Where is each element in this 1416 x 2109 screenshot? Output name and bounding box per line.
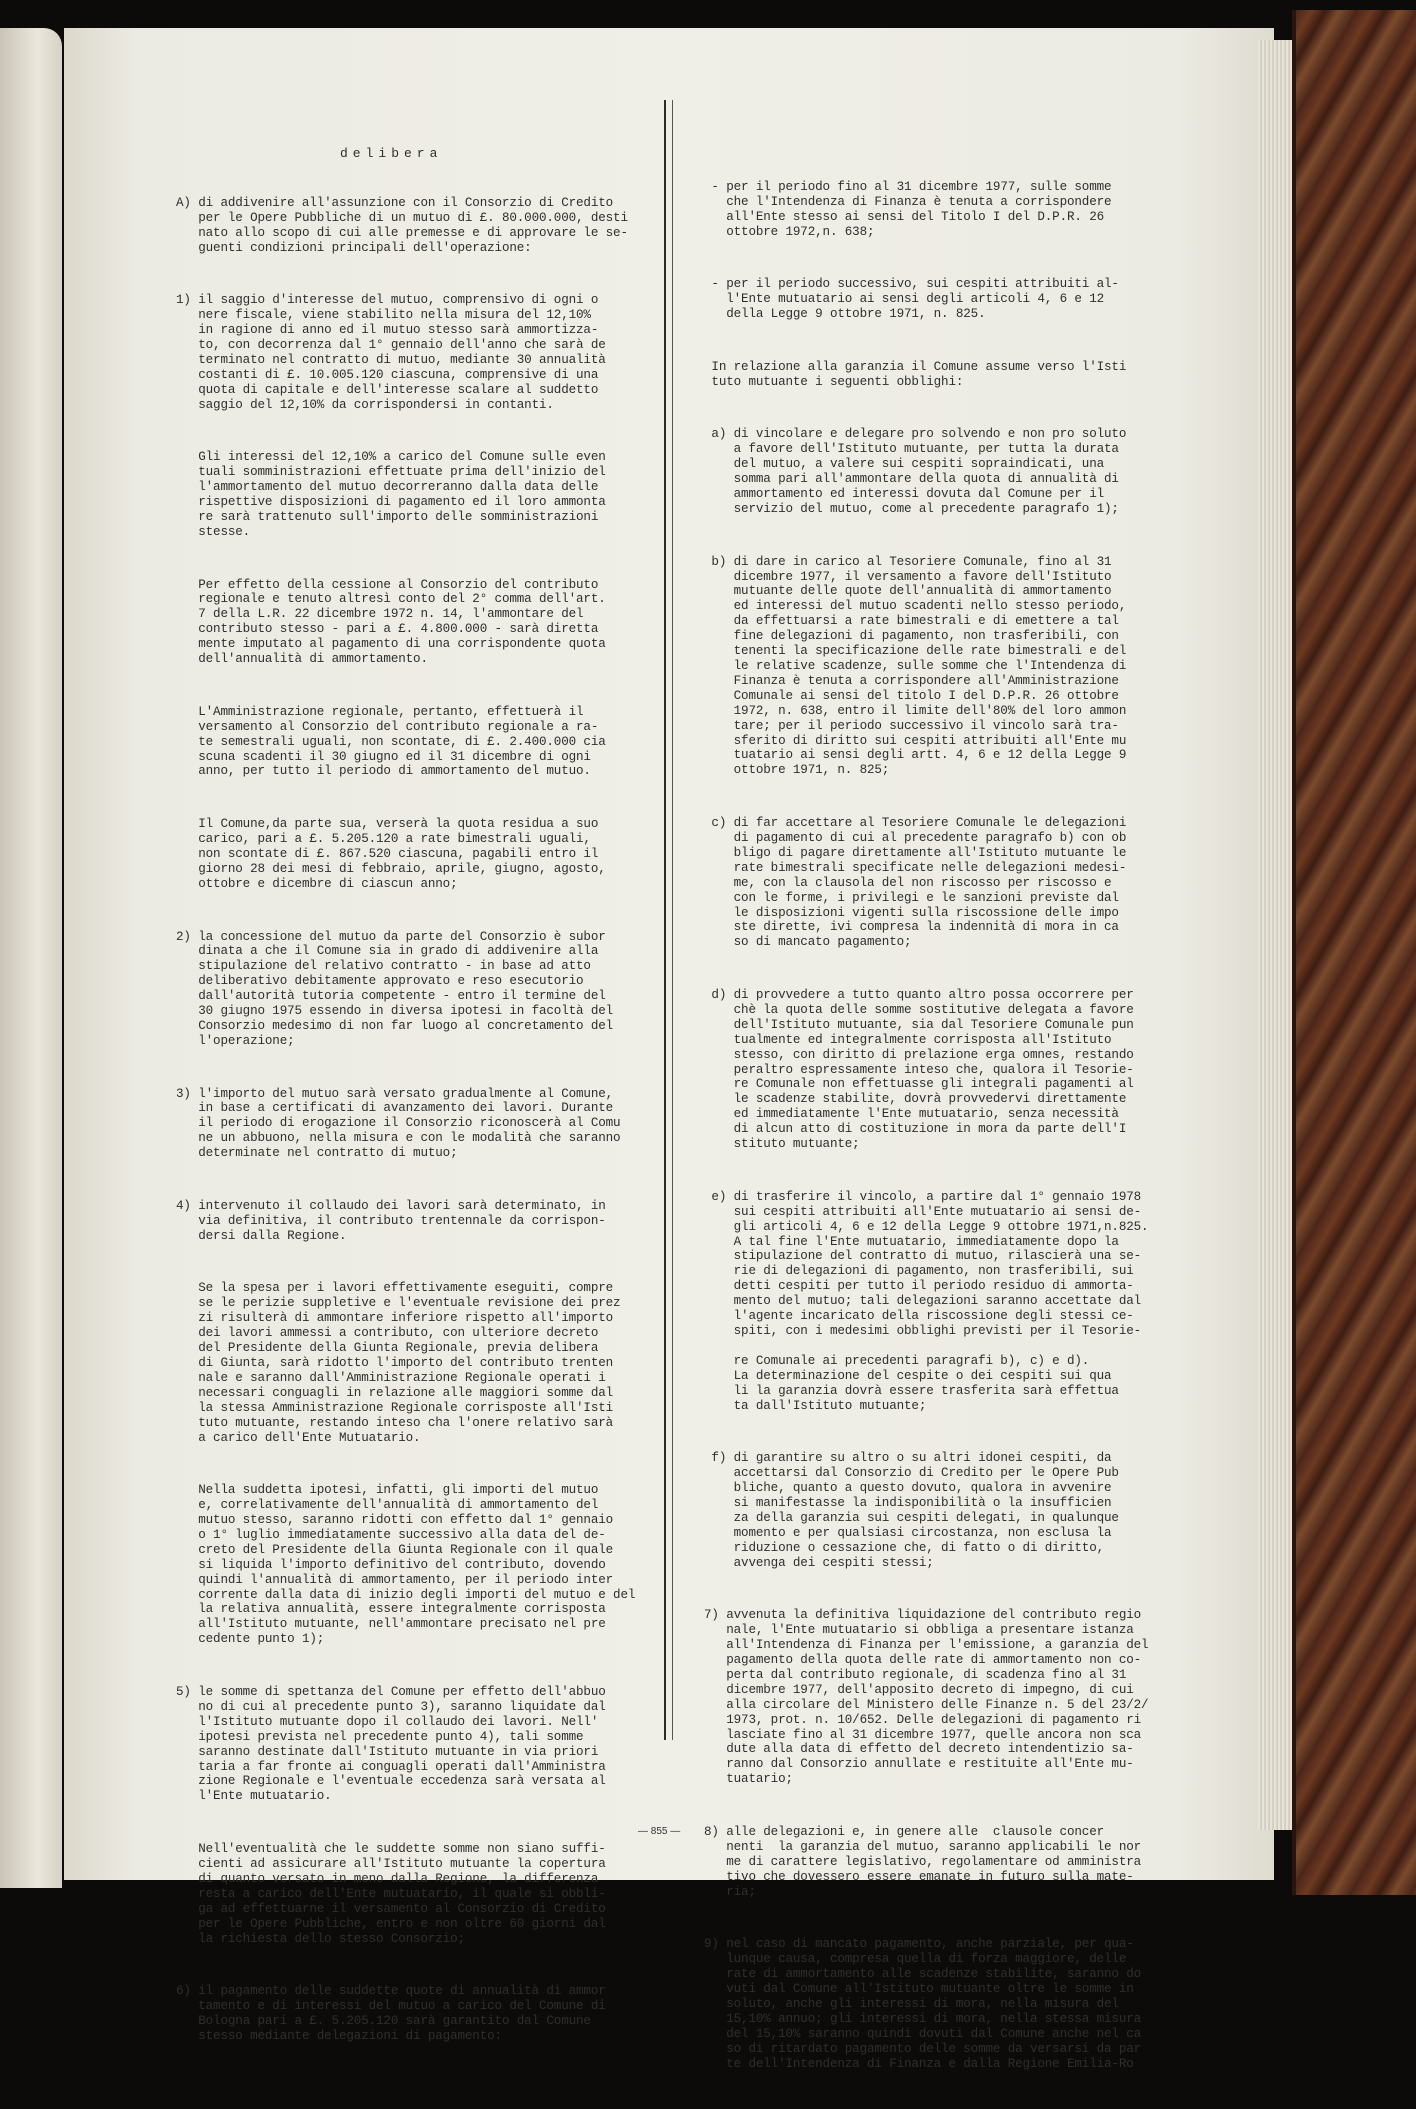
paragraph-3: 3) l'importo del mutuo sarà versato gradualmente al Comune, in base a certificati di avanzamento dei lavori. Durante il periodo di erogazione il Consorzio riconoscerà al Comu ne un abbuono, nella misura e con le modalità che saranno determinate nel contratto di mutuo; [176,1086,621,1161]
paragraph-7: 7) avvenuta la definitiva liquidazione del contributo regio nale, l'Ente mutuatario si obbliga a presentare istanza all'Intendenza di Finanza per l'emissione, a garanzia del pagamento della quota delle rate di ammortamento non co- perta dal contributo regionale, di scadenza fino al 31 dicembre 1977, dell'apposito decreto di impegno, di cui alla circolare del Ministero delle Finanze n. 5 del 23/2/ 1973, prot. n. 10/652. Delle delegazioni di pagamento ri lasciate fino al 31 dicembre 1977, quelle ancora non sca dute alla data di effetto del decreto intendentizio sa- ranno dal Consorzio annullate e restituite all'Ente mu- tuatario; [704,1608,1149,1787]
page-stack-edges [1258,40,1294,1830]
column-divider-line [664,100,666,1740]
previous-page-edge [0,28,62,1888]
paragraph-a: A) di addivenire all'assunzione con il Consorzio di Credito per le Opere Pubbliche di un mutuo di £. 80.000.000, desti nato allo scopo di cui alle premesse e di approvare le se- guenti condizioni principali dell'operazione: [176,195,628,255]
paragraph-4: 4) intervenuto il collaudo dei lavori sarà determinato, in via definitiva, il contributo trentennale da corrispon- dersi dalla Regione. [176,1198,606,1243]
paragraph-c-accettare: c) di far accettare al Tesoriere Comunale le delegazioni di pagamento di cui al precedente paragrafo b) con ob bligo di pagare direttamente all'Istituto mutuante le rate bimestrali specificate nelle delegazioni medesi- me, con la clausola del non riscosso per riscosso e con le forme, i privilegi e le sanzioni previste dal le disposizioni vigenti sulla riscossione delle impo ste dirette, ivi compresa la indennità di mora in ca so di mancato pagamento; [711,816,1127,950]
paragraph-5-eventualita: Nell'eventualità che le suddette somme non siano suffi- cienti ad assicurare all'Istituto mutuante la copertura di quanto versato in meno dalla Regione, la differenza resta a carico dell'Ente mutuatario, il quale si obbli- ga ad effettuarne il versamento al Consorzio di Credito per le Opere Pubbliche, entro e non oltre 60 giorni dal la richiesta dello stesso Consorzio; [198,1842,606,1946]
paragraph-a-vincolare: a) di vincolare e delegare pro solvendo e non pro soluto a favore dell'Istituto mutuante, per tutta la durata del mutuo, a valere sui cespiti sopraindicati, una somma pari all'ammontare della quota di annualità di ammortamento ed interessi dovuta dal Comune per il servizio del mutuo, come al precedente paragrafo 1); [711,427,1127,516]
paragraph-1-regione: L'Amministrazione regionale, pertanto, effettuerà il versamento al Consorzio del contributo regionale a ra- te semestrali uguali, non scontate, di £. 2.400.000 cia scuna scadenti il 30 giugno ed il 31 dicembre di ogni anno, per tutto il periodo di ammortamento del mutuo. [198,704,606,779]
paragraph-f-garantire: f) di garantire su altro o su altri idonei cespiti, da accettarsi dal Consorzio di Credito per le Opere Pub bliche, quanto a questo dovuto, qualora in avvenire si manifestasse la indisponibilità o la insufficien za della garanzia sui cespiti delegati, in qualunque momento e per qualsiasi circostanza, non esclusa la riduzione o cessazione che, di fatto o di diritto, avvenga dei cespiti stessi; [711,1451,1119,1570]
paragraph-2: 2) la concessione del mutuo da parte del Consorzio è subor dinata a che il Comune sia in grado di addivenire alla stipulazione del relativo contratto - in base ad atto deliberativo debitamente approvato e reso esecutorio dall'autorità tutoria competente - entro il termine del 30 giugno 1975 essendo in diversa ipotesi in facoltà del Consorzio medesimo di non far luogo al concretamento del l'operazione; [176,929,614,1048]
paragraph-obblighi: In relazione alla garanzia il Comune assume verso l'Isti tuto mutuante i seguenti obblighi: [711,359,1127,389]
paragraph-b-tesoriere: b) di dare in carico al Tesoriere Comunale, fino al 31 dicembre 1977, il versamento a favore dell'Istituto mutuante delle quote dell'annualità di ammortamento ed interessi del mutuo scadenti nello stesso periodo, da effettuarsi a rate bimestrali e di emettere a tal fine delegazioni di pagamento, non trasferibili, con tenenti la specificazione delle rate bimestrali e del le relative scadenze, sulle somme che l'Intendenza di Finanza è tenuta a corrispondere all'Amministrazione Comunale ai sensi del titolo I del D.P.R. 26 ottobre 1972, n. 638, entro il limite dell'80% del loro ammon tare; per il periodo successivo il vincolo sarà tra- sferito di diritto sui cespiti attribuiti all'Ente mu tuatario ai sensi degli artt. 4, 6 e 12 della Legge 9 ottobre 1971, n. 825; [711,554,1127,778]
paragraph-5: 5) le somme di spettanza del Comune per effetto dell'abbuo no di cui al precedente punto 3), saranno liquidate dal l'Istituto mutuante dopo il collaudo dei lavori. Nell' ipotesi prevista nel precedente punto 4), tali somme saranno destinate dall'Istituto mutuante in via priori taria a far fronte ai conguagli operati dall'Amministra zione Regionale e l'eventuale eccedenza sarà versata al l'Ente mutuatario. [176,1685,606,1804]
paragraph-4-spesa: Se la spesa per i lavori effettivamente eseguiti, compre se le perizie suppletive e l'eventuale revisione dei prez zi risulterà di ammontare inferiore rispetto all'importo dei lavori ammessi a contributo, con ulteriore decreto del Presidente della Giunta Regionale, previa delibera di Giunta, sarà ridotto l'importo del contributo trenten nale e saranno dall'Amministrazione Regionale operati i necessari conguagli in relazione alle maggiori somme dal la stessa Amministrazione Regionale corrisposte all'Isti tuto mutuante, restando inteso cha l'onere relativo sarà a carico dell'Ente Mutuatario. [198,1281,621,1445]
paragraph-4-ipotesi: Nella suddetta ipotesi, infatti, gli importi del mutuo e, correlativamente dell'annualità di ammortamento del mutuo stesso, saranno ridotti con effetto dal 1° gennaio o 1° luglio immediatamente successivo alla data del de- creto del Presidente della Giunta Regionale con il quale si liquida l'importo definitivo del contributo, dovendo quindi l'annualità di ammortamento, per il periodo inter corrente dalla data di inizio degli importi del mutuo e del la relativa annualità, essere integralmente corrisposta all'Istituto mutuante, nell'ammontare precisato nel pre cedente punto 1); [198,1483,636,1647]
paragraph-1-interessi: Gli interessi del 12,10% a carico del Comune sulle even tuali somministrazioni effettuate prima dell'inizio del l'ammortamento del mutuo decorreranno dalla data delle rispettive disposizioni di pagamento ed il loro ammonta re sarà trattenuto sull'importo delle somministrazioni stesse. [198,450,606,539]
column-divider-line-secondary [672,100,673,1740]
paragraph-periodo-1977: - per il periodo fino al 31 dicembre 1977, sulle somme che l'Intendenza di Finanza è tenuta a corrispondere all'Ente stesso ai sensi del Titolo I del D.P.R. 26 ottobre 1972,n. 638; [711,179,1112,239]
paragraph-1: 1) il saggio d'interesse del mutuo, comprensivo di ogni o nere fiscale, viene stabilito nella misura del 12,10% in ragione di anno ed il mutuo stesso sarà ammortizza- to, con decorrenza dal 1° gennaio dell'anno che sarà de terminato nel contratto di mutuo, mediante 30 annualità costanti di £. 10.005.120 ciascuna, comprensive di una quota di capitale e dell'interesse scalare al suddetto saggio del 12,10% da corrispondersi in contanti. [176,293,606,412]
paragraph-6: 6) il pagamento delle suddette quote di annualità di ammor tamento e di interessi del mutuo a carico del Comune di Bologna pari a £. 5.205.120 sarà garantito dal Comune stesso mediante delegazioni di pagamento: [176,1984,606,2043]
right-text-column [704,150,1154,2109]
paragraph-9: 9) nel caso di mancato pagamento, anche parziale, per qua- lunque causa, compresa quella di forza maggiore, delle rate di ammortamento alle scadenze stabilite, saranno do vuti dal Comune all'Istituto mutuante oltre le somme in soluto, anche gli interessi di mora, nella misura del 15,10% annuo; gli interessi di mora, nella stessa misura del 15,10% saranno quindi dovuti dal Comune anche nel ca so di ritardato pagamento delle somme da versarsi da par te dell'Intendenza di Finanza e dalla Regione Emilia-Ro [704,1937,1142,2071]
book-binding-spine [1296,10,1416,1895]
page-number: — 855 — [638,1826,681,1837]
paragraph-d-provvedere: d) di provvedere a tutto quanto altro possa occorrere per chè la quota delle somme sostitutive delegata a favore dell'Istituto mutuante, sia dal Tesoriere Comunale pun tualmente ed integralmente corrisposta all'Istituto stesso, con diritto di prelazione erga omnes, restando peraltro espressamente inteso che, qualora il Tesorie- re Comunale non effettuasse gli integrali pagamenti al le scadenze stabilite, dovrà provvedervi direttamente ed immediatamente l'Ente mutuatario, senza necessità di alcun atto di costituzione in mora da parte dell'I stituto mutuante; [711,988,1134,1152]
paragraph-8: 8) alle delegazioni e, in genere alle clausole concer nenti la garanzia del mutuo, saranno applicabili le nor me di carattere legislativo, regolamentare od amministra tivo che dovessero essere emanate in futuro sulla mate- ria; [704,1824,1142,1899]
page-heading: delibera [340,146,443,161]
paragraph-e-trasferire: e) di trasferire il vincolo, a partire dal 1° gennaio 1978 sui cespiti attribuiti all'Ente mutuatario ai sensi de- gli articoli 4, 6 e 12 della Legge 9 ottobre 1971,n.825. A tal fine l'Ente mutuatario, immediatamente dopo la stipulazione del contratto di mutuo, rilascierà una se- rie di delegazioni di pagamento, non trasferibili, sui detti cespiti per tutto il periodo residuo di ammorta- mento del mutuo; tali delegazioni saranno accettate dal l'agente incaricato della riscossione degli stessi ce- spiti, con i medesimi obblighi previsti per il Tesorie- re Comunale ai precedenti paragrafi b), c) e d). La determinazione del cespite o dei cespiti sui qua li la garanzia dovrà essere trasferita sarà effettua ta dall'Istituto mutuante; [711,1189,1149,1413]
paragraph-periodo-successivo: - per il periodo successivo, sui cespiti attribuiti al- l'Ente mutuatario ai sensi degli articoli 4, 6 e 12 della Legge 9 ottobre 1971, n. 825. [711,277,1119,322]
paragraph-1-contributo: Per effetto della cessione al Consorzio del contributo regionale e tenuto altresì conto del 2° comma dell'art. 7 della L.R. 22 dicembre 1972 n. 14, l'ammontare del contributo stesso - pari a £. 4.800.000 - sarà diretta mente imputato al pagamento di una corrispondente quota dell'annualità di ammortamento. [198,577,606,667]
left-text-column [176,148,646,2082]
paragraph-1-comune: Il Comune,da parte sua, verserà la quota residua a suo carico, pari a £. 5.205.120 a rate bimestrali uguali, non scontate di £. 867.520 ciascuna, pagabili entro il giorno 28 dei mesi di febbraio, aprile, giugno, agosto, ottobre e dicembre di ciascun anno; [198,817,606,891]
